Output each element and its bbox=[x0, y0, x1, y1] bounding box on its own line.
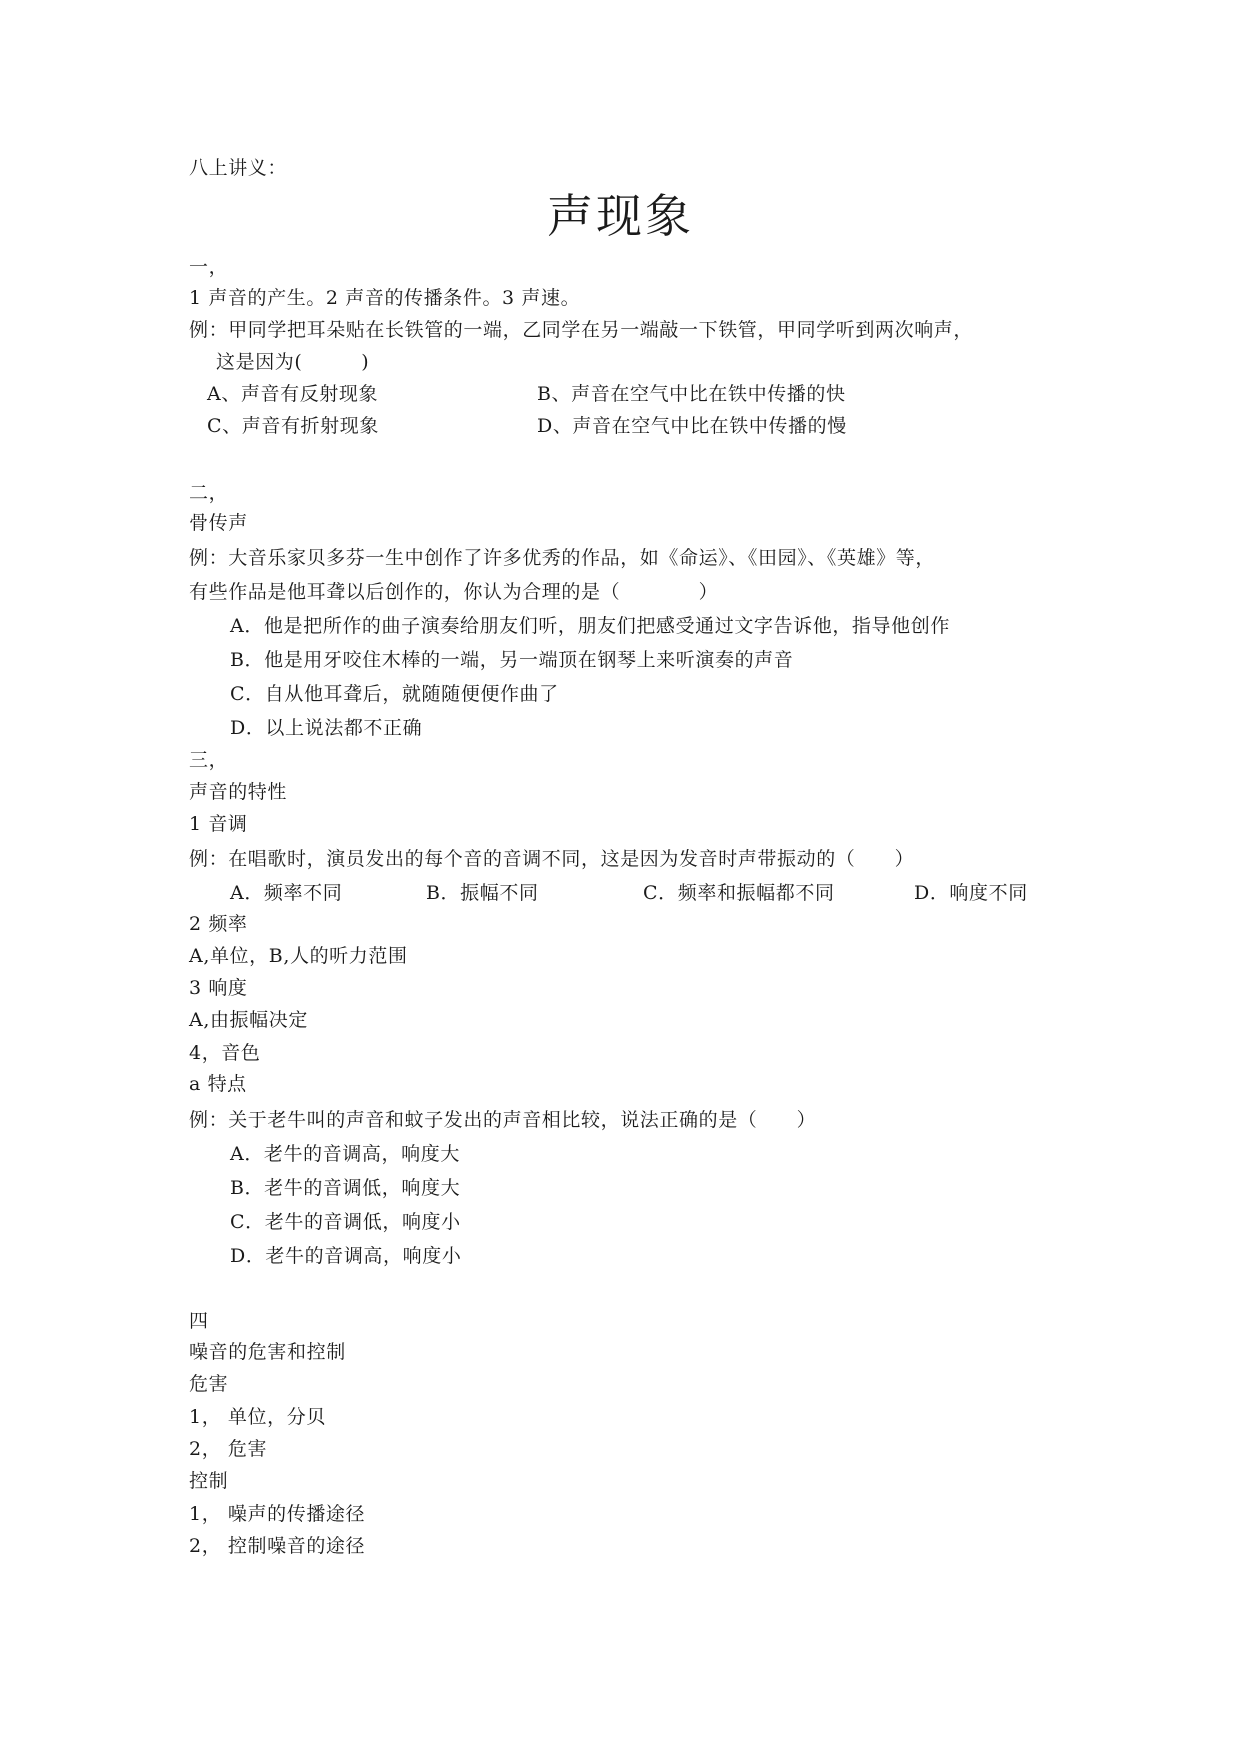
example-3-option-c: C．频率和振幅都不同 bbox=[643, 882, 835, 904]
example-4-option-a: A．老牛的音调高，响度大 bbox=[230, 1143, 460, 1165]
pitch-subheading: 1 音调 bbox=[189, 813, 248, 835]
frequency-subheading: 2 频率 bbox=[189, 913, 248, 935]
example-1-option-a: A、声音有反射现象 bbox=[207, 383, 379, 405]
harm-item-1: 1， 单位，分贝 bbox=[189, 1406, 326, 1428]
example-3-question: 例：在唱歌时，演员发出的每个音的音调不同，这是因为发音时声带振动的（ ） bbox=[189, 848, 915, 870]
section-2-heading: 二， bbox=[189, 482, 229, 504]
example-3-option-d: D．响度不同 bbox=[914, 882, 1028, 904]
example-1-option-b: B、声音在空气中比在铁中传播的快 bbox=[537, 383, 846, 405]
example-3-option-b: B．振幅不同 bbox=[426, 882, 539, 904]
section-2-topic: 骨传声 bbox=[189, 512, 248, 534]
loudness-subheading: 3 响度 bbox=[189, 977, 248, 999]
example-3-option-a: A．频率不同 bbox=[230, 882, 343, 904]
section-4-topic: 噪音的危害和控制 bbox=[189, 1341, 346, 1363]
timbre-detail: a 特点 bbox=[189, 1073, 247, 1095]
example-2-option-a: A．他是把所作的曲子演奏给朋友们听，朋友们把感受通过文字告诉他，指导他创作 bbox=[230, 615, 950, 637]
control-item-2: 2， 控制噪音的途径 bbox=[189, 1535, 366, 1557]
example-1-option-c: C、声音有折射现象 bbox=[207, 415, 379, 437]
example-2-option-d: D．以上说法都不正确 bbox=[230, 717, 423, 739]
section-3-heading: 三， bbox=[189, 749, 229, 771]
document-title: 声现象 bbox=[547, 189, 694, 243]
harm-subheading: 危害 bbox=[189, 1373, 229, 1395]
example-4-option-c: C．老牛的音调低，响度小 bbox=[230, 1211, 461, 1233]
example-2-question-cont: 有些作品是他耳聋以后创作的，你认为合理的是（ ） bbox=[189, 581, 719, 603]
section-1-heading: 一， bbox=[189, 256, 229, 278]
document-header: 八上讲义： bbox=[189, 157, 288, 179]
section-1-topics: 1 声音的产生。2 声音的传播条件。3 声速。 bbox=[189, 287, 581, 309]
example-2-option-b: B．他是用牙咬住木棒的一端，另一端顶在钢琴上来听演奏的声音 bbox=[230, 649, 794, 671]
control-subheading: 控制 bbox=[189, 1470, 229, 1492]
timbre-subheading: 4，音色 bbox=[189, 1042, 261, 1064]
section-4-heading: 四 bbox=[189, 1310, 209, 1332]
loudness-detail: A,由振幅决定 bbox=[189, 1009, 308, 1031]
section-3-topic: 声音的特性 bbox=[189, 781, 288, 803]
example-1-option-d: D、声音在空气中比在铁中传播的慢 bbox=[537, 415, 847, 437]
example-4-option-d: D．老牛的音调高，响度小 bbox=[230, 1245, 462, 1267]
example-4-question: 例：关于老牛叫的声音和蚊子发出的声音相比较，说法正确的是（ ） bbox=[189, 1109, 817, 1131]
harm-item-2: 2， 危害 bbox=[189, 1438, 268, 1460]
example-2-question: 例：大音乐家贝多芬一生中创作了许多优秀的作品，如《命运》、《田园》、《英雄》等， bbox=[189, 547, 936, 569]
frequency-detail: A,单位，B,人的听力范围 bbox=[189, 945, 408, 967]
control-item-1: 1， 噪声的传播途径 bbox=[189, 1503, 366, 1525]
example-1-question-cont: 这是因为( ) bbox=[216, 351, 370, 373]
example-1-question: 例：甲同学把耳朵贴在长铁管的一端，乙同学在另一端敲一下铁管，甲同学听到两次响声， bbox=[189, 319, 974, 341]
example-2-option-c: C．自从他耳聋后，就随随便便作曲了 bbox=[230, 683, 559, 705]
example-4-option-b: B．老牛的音调低，响度大 bbox=[230, 1177, 461, 1199]
